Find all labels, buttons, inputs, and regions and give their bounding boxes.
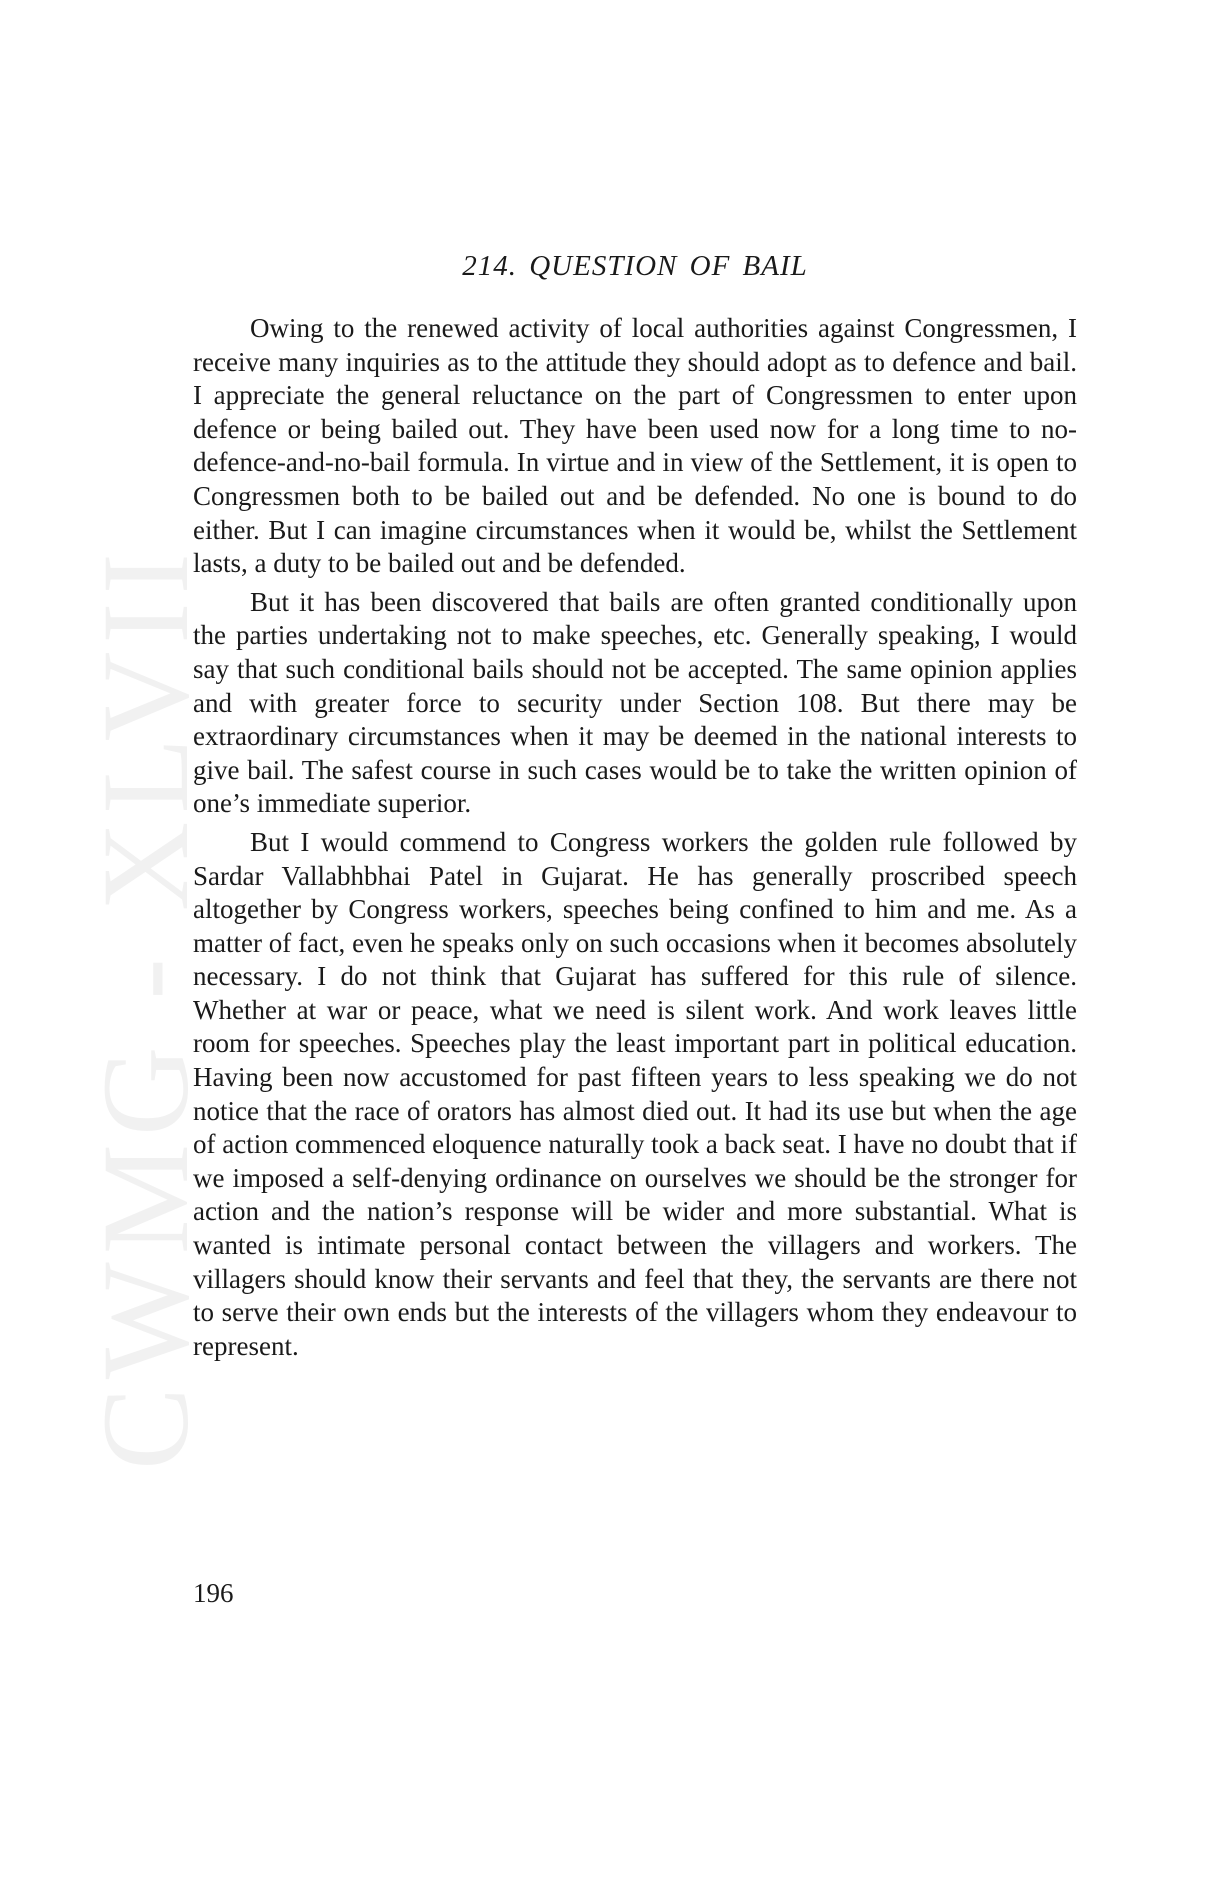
article-heading: 214. QUESTION OF BAIL: [462, 250, 808, 282]
watermark: CWMG - XLVII: [77, 545, 214, 1470]
article-body: [193, 312, 1077, 1363]
paragraph: But it has been discovered that bails are often granted conditionally upon the parties undertaking not to make speeches, etc. Generally speaking, I would say that such conditional bails should not be accepted. The same opinion applies and with greater force to security under Section 108. But there may be extraordinary circumstances when it may be deemed in the national interests to give bail. The safest course in such cases would be to take the written opinion of one’s immediate superior.: [193, 586, 1077, 819]
paragraph: But I would commend to Congress workers the golden rule followed by Sardar Vallabhbhai Patel in Gujarat. He has generally proscribed speech altogether by Congress workers, speeches being confined to him and me. As a matter of fact, even he speaks only on such occasions when it becomes absolutely necessary. I do not think that Gujarat has suffered for this rule of silence. Whether at war or peace, what we need is silent work. And work leaves little room for speeches. Speeches play the least important part in political education. Having been now accustomed for past fifteen years to less speaking we do not notice that the race of orators has almost died out. It had its use but when the age of action commenced eloquence naturally took a back seat. I have no doubt that if we imposed a self-denying ordinance on ourselves we should be the stronger for action and the nation’s response will be wider and more substantial. What is wanted is intimate personal contact between the villagers and workers. The villagers should know their servants and feel that they, the servants are there not to serve their own ends but the interests of the villagers whom they endeavour to represent.: [193, 826, 1077, 1361]
paragraph: Owing to the renewed activity of local authorities against Congressmen, I receive many inquiries as to the attitude they should adopt as to defence and bail. I appreciate the general reluctance on the part of Congressmen to enter upon defence or being bailed out. They have been used now for a long time to no-defence-and-no-bail formula. In virtue and in view of the Settlement, it is open to Congressmen both to be bailed out and be defended. No one is bound to do either. But I can imagine circumstances when it would be, whilst the Settlement lasts, a duty to be bailed out and be defended.: [193, 313, 1077, 579]
page-number: 196: [193, 1578, 234, 1608]
